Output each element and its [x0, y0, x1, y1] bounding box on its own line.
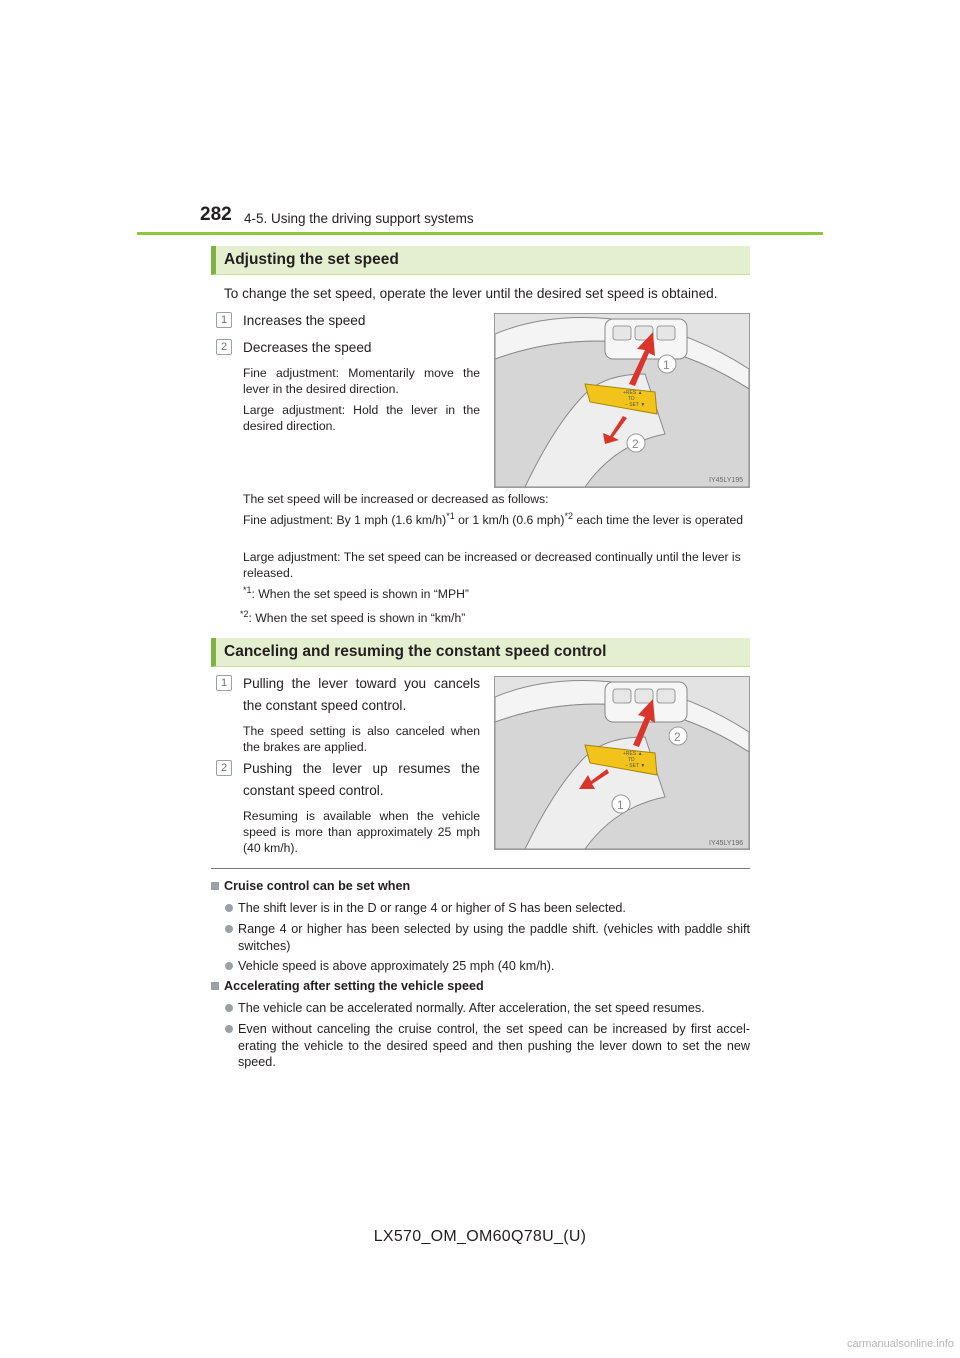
cancel-item-pull-note: The speed setting is also canceled when the brakes are applied.	[243, 724, 480, 754]
cancel-item-push-note: Resuming is available when the vehicle speed is more than approximately 25 mph (40 km/h).	[243, 809, 480, 855]
lever-label-set: − SET ▼	[625, 402, 646, 408]
adjust-item-decrease: Decreases the speed	[243, 340, 372, 355]
note-accel-item: Even without canceling the cruise control, the set speed can be increased by first accel-erating the vehicle to the desired speed and then pushing the lever down to set the new speed.	[225, 1021, 750, 1071]
cancel-item-pull: Pulling the lever toward you cancels the constant speed control.	[243, 676, 480, 713]
large-adjustment-text: Large adjustment: Hold the lever in the desired direction.	[243, 403, 480, 433]
page-number: 282	[200, 204, 232, 225]
lever-label-set-2: − SET ▼	[625, 763, 646, 769]
header-rule	[137, 232, 823, 235]
note-cruise-item: The shift lever is in the D or range 4 or higher of S has been selected.	[225, 900, 750, 917]
figure-code-2: IY45LY196	[709, 840, 744, 847]
fine-adjustment-text: Fine adjustment: Momentarily move the lever in the desired direction.	[243, 366, 480, 396]
step-badge-1: 1	[216, 312, 232, 328]
step-badge-cancel-1: 1	[216, 675, 232, 691]
step-badge-cancel-2: 2	[216, 760, 232, 776]
lever-label-res-2: +RES ▲	[623, 751, 643, 757]
adjust-intro: To change the set speed, operate the lever until the desired set speed is obtained.	[224, 286, 718, 301]
section-header-cancel	[211, 638, 750, 667]
watermark: carmanualsonline.info	[846, 1338, 954, 1350]
note-accel-item: The vehicle can be accelerated normally. After acceleration, the set speed resumes.	[225, 1000, 750, 1017]
large-detail: Large adjustment: The set speed can be increased or decreased continually until the lever is released.	[243, 550, 741, 580]
square-bullet-icon	[211, 982, 219, 990]
section-header-cancel-title: Canceling and resuming the constant speed control	[224, 643, 607, 660]
fig-callout-2: 2	[632, 437, 639, 451]
note-cruise-item: Range 4 or higher has been selected by using the paddle shift. (vehicles with paddle shift switches)	[225, 921, 750, 954]
bullet-dot-icon	[225, 962, 233, 970]
fig2-callout-2: 2	[674, 730, 681, 744]
footnote-ref-2: *2	[564, 510, 573, 521]
note-heading-cruise: Cruise control can be set when	[211, 879, 410, 893]
figure-adjust-speed	[494, 313, 750, 488]
section-title: 4-5. Using the driving support systems	[244, 211, 474, 226]
footnote-2: $^{*2}$: When the set speed is shown in “km/h”	[240, 608, 466, 625]
fine-detail: Fine adjustment: By 1 mph (1.6 km/h)$^{*1}$ or 1 km/h (0.6 mph)$^{*2}$ each time the lever is operated	[243, 510, 744, 527]
step-badge-2: 2	[216, 339, 232, 355]
footnote-ref-1: *1	[446, 510, 455, 521]
figure-cancel-resume	[494, 676, 750, 850]
fig2-callout-1: 1	[617, 798, 624, 812]
footnote-1: $^{*1}$: When the set speed is shown in “MPH”	[243, 584, 469, 601]
bullet-dot-icon	[225, 925, 233, 933]
bullet-dot-icon	[225, 904, 233, 912]
lever-label-td-2: TD	[628, 757, 635, 763]
lever-label-td: TD	[628, 396, 635, 402]
fig-callout-1: 1	[663, 358, 670, 372]
figure-code: IY45LY195	[709, 477, 744, 484]
cancel-item-push: Pushing the lever up resumes the constant speed control.	[243, 761, 480, 798]
adjust-info-line: The set speed will be increased or decreased as follows:	[243, 492, 549, 506]
adjust-item-increase: Increases the speed	[243, 313, 366, 328]
bullet-dot-icon	[225, 1025, 233, 1033]
note-cruise-item: Vehicle speed is above approximately 25 mph (40 km/h).	[225, 958, 750, 975]
bullet-dot-icon	[225, 1004, 233, 1012]
lever-label-res: +RES ▲	[623, 390, 643, 396]
square-bullet-icon	[211, 882, 219, 890]
note-heading-accel: Accelerating after setting the vehicle speed	[211, 979, 484, 993]
section-header-adjust	[211, 246, 750, 275]
notes-divider	[211, 868, 750, 869]
section-header-adjust-title: Adjusting the set speed	[224, 251, 399, 268]
footer-model-code: LX570_OM_OM60Q78U_(U)	[373, 1228, 587, 1245]
